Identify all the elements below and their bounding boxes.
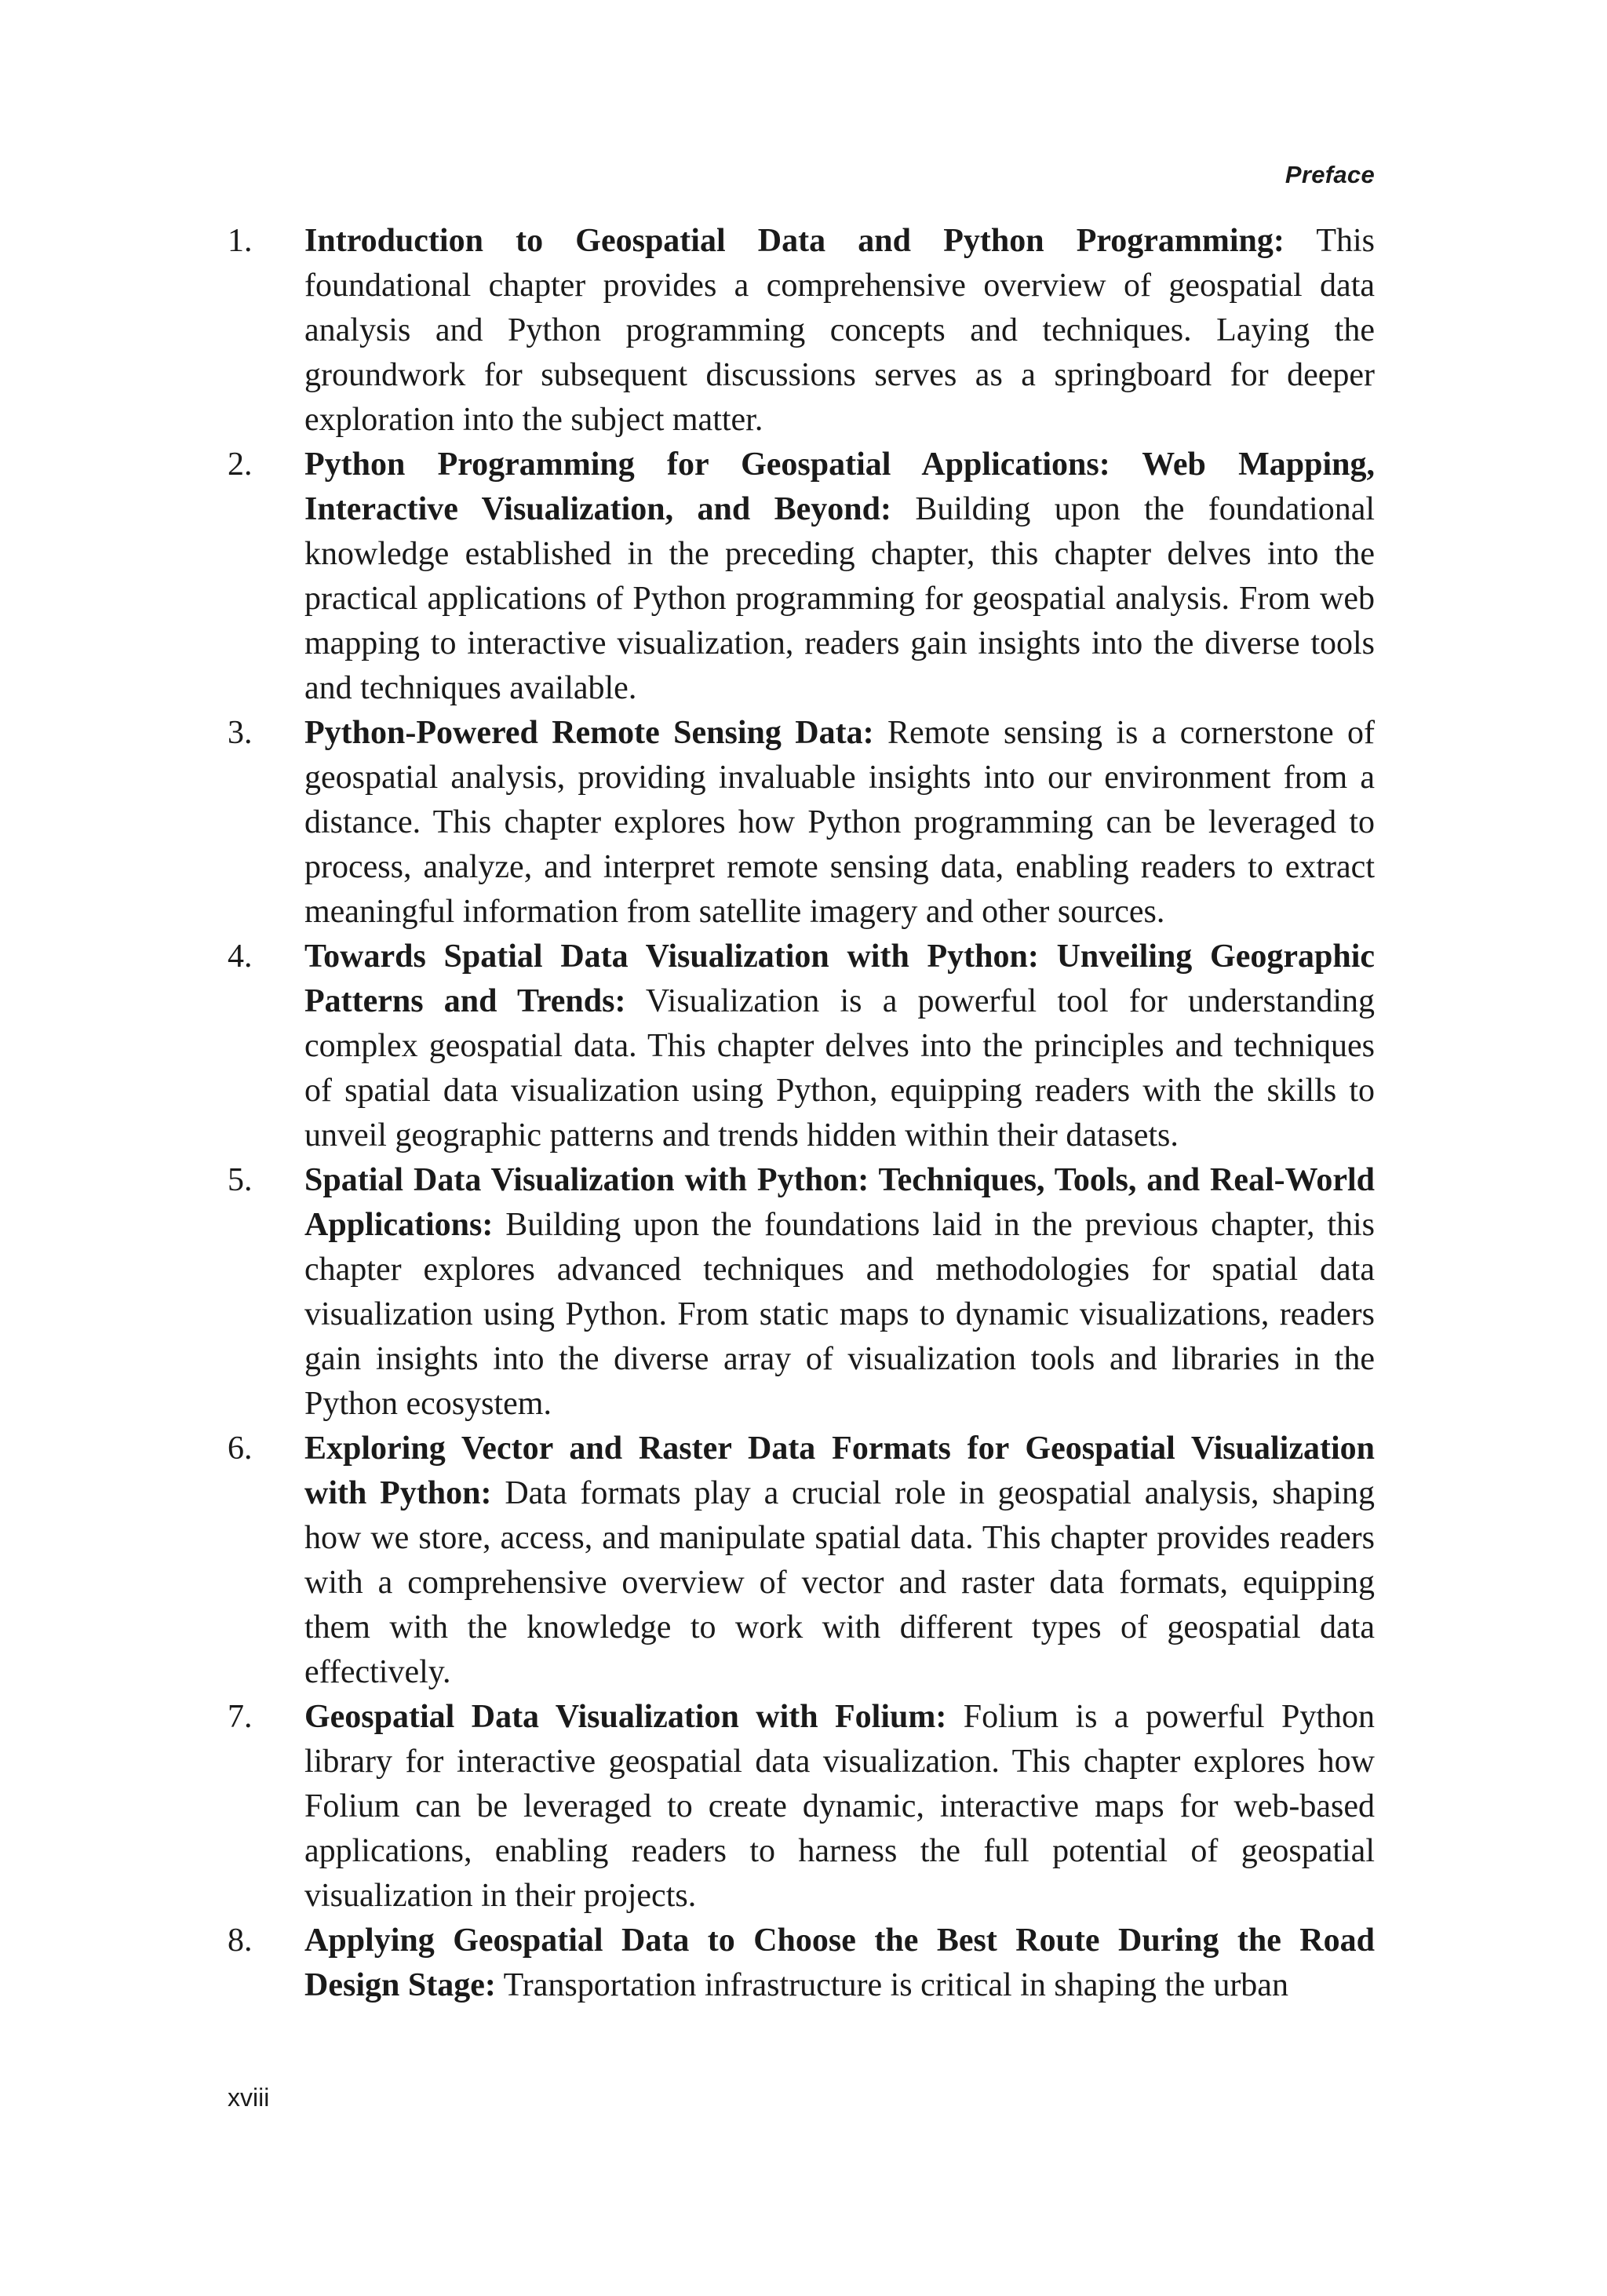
chapter-number: 5. — [228, 1162, 253, 1198]
chapter-number: 7. — [228, 1699, 253, 1735]
chapter-item-7 — [228, 1695, 1375, 1919]
chapter-summary: Folium is a powerful Python library for interactive geospatial data visualization. This chapter explores how Folium can be leveraged to create dynamic, interactive maps for web-based applications, enabling readers to harness the full potential of geospatial visualization in their projects. — [304, 1699, 1376, 1914]
chapter-summary: Transportation infrastructure is critical in shaping the urban — [503, 1967, 1288, 2003]
chapter-description — [304, 711, 1375, 935]
chapter-number: 2. — [228, 446, 253, 483]
chapter-number: 6. — [228, 1430, 253, 1467]
chapter-description — [304, 443, 1375, 711]
chapter-item-2 — [228, 443, 1375, 711]
chapter-description — [304, 1695, 1375, 1919]
chapter-title: Python-Powered Remote Sensing Data: — [304, 715, 874, 751]
chapter-description — [304, 1158, 1375, 1427]
chapter-title: Spatial Data Visualization with Python: Techniques, Tools, and Real-World Applications: — [304, 1162, 1375, 1243]
chapter-description — [304, 1919, 1375, 2008]
chapter-number: 4. — [228, 938, 253, 975]
chapter-title: Geospatial Data Visualization with Folium: — [304, 1699, 947, 1735]
chapter-item-1 — [228, 219, 1375, 443]
chapter-summary: Visualization is a powerful tool for understanding complex geospatial data. This chapter delves into the principles and techniques of spatial data visualization using Python, equipping readers with the skills to unveil geographic patterns and trends hidden within their datasets. — [304, 983, 1375, 1153]
chapter-description — [304, 219, 1375, 443]
chapter-summary: Remote sensing is a cornerstone of geospatial analysis, providing invaluable insights into our environment from a distance. This chapter explores how Python programming can be leveraged to process, analyze, and interpret remote sensing data, enabling readers to extract meaningful information from satellite imagery and other sources. — [304, 715, 1376, 930]
chapter-list — [228, 219, 1375, 2008]
page-number: xviii — [228, 2083, 270, 2112]
chapter-item-8 — [228, 1919, 1375, 2008]
chapter-title: Python Programming for Geospatial Applications: Web Mapping, Interactive Visualization, and Beyond: — [304, 446, 1375, 527]
chapter-number: 3. — [228, 715, 253, 751]
chapter-title: Applying Geospatial Data to Choose the Best Route During the Road Design Stage: — [304, 1922, 1375, 2003]
chapter-summary: Building upon the foundational knowledge established in the preceding chapter, this chapter delves into the practical applications of Python programming for geospatial analysis. From web mapping to interactive visualization, readers gain insights into the diverse tools and techniques available. — [304, 491, 1375, 706]
chapter-title: Introduction to Geospatial Data and Python Programming: — [304, 223, 1285, 259]
chapter-title: Towards Spatial Data Visualization with Python: Unveiling Geographic Patterns and Trends: — [304, 938, 1375, 1019]
chapter-number: 8. — [228, 1922, 253, 1959]
chapter-item-5 — [228, 1158, 1375, 1427]
chapter-item-3 — [228, 711, 1375, 935]
chapter-summary: Building upon the foundations laid in the previous chapter, this chapter explores advanced techniques and methodologies for spatial data visualization using Python. From static maps to dynamic visualizations, readers gain insights into the diverse array of visualization tools and libraries in the Python ecosystem. — [304, 1207, 1376, 1422]
chapter-description — [304, 935, 1375, 1158]
chapter-summary: Data formats play a crucial role in geospatial analysis, shaping how we store, access, and manipulate spatial data. This chapter provides readers with a comprehensive overview of vector and raster data formats, equipping them with the knowledge to work with different types of geospatial data effectively. — [304, 1475, 1375, 1690]
chapter-item-6 — [228, 1427, 1375, 1695]
chapter-number: 1. — [228, 223, 253, 259]
chapter-description — [304, 1427, 1375, 1695]
running-header: Preface — [1285, 161, 1375, 188]
chapter-summary: This foundational chapter provides a comprehensive overview of geospatial data analysis and Python programming concepts and techniques. Laying the groundwork for subsequent discussions serves as a springboard for deeper exploration into the subject matter. — [304, 223, 1375, 438]
chapter-item-4 — [228, 935, 1375, 1158]
chapter-title: Exploring Vector and Raster Data Formats for Geospatial Visualization with Python: — [304, 1430, 1375, 1511]
